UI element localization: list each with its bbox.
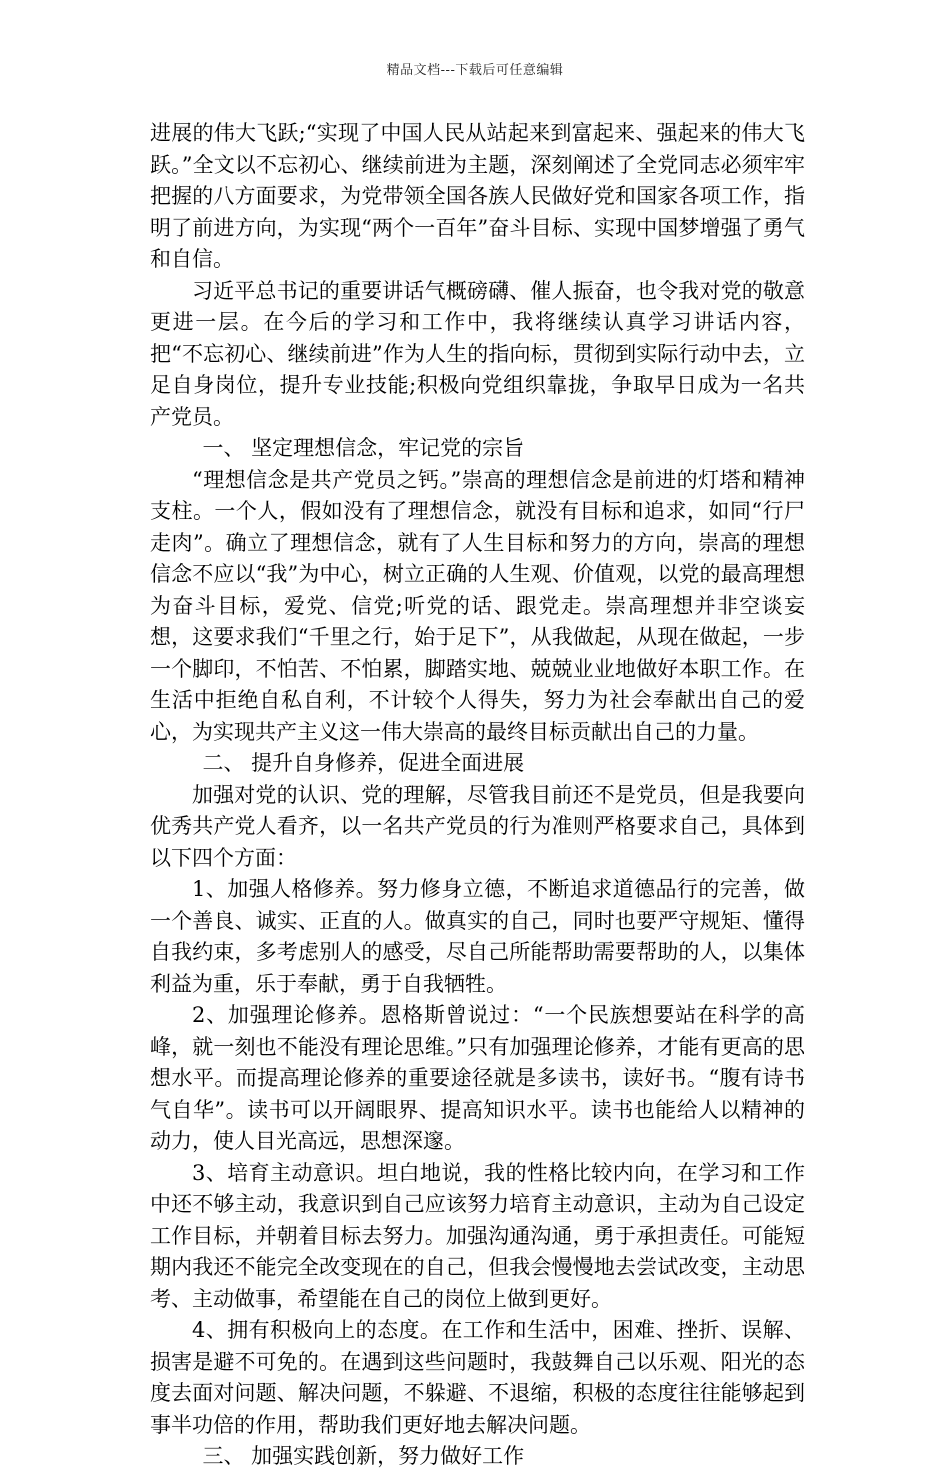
section-heading-1: 一、 坚定理想信念，牢记党的宗旨: [202, 436, 525, 460]
page-header: 精品文档---下载后可任意编辑: [386, 63, 564, 78]
paragraph-ideals: “理想信念是共产党员之钙。”崇高的理想信念是前进的灯塔和精神支柱。一个人，假如没有了理想信念，就没有目标和追求，如同“行尸走肉”。确立了理想信念，就有了人生目标和努力的方向，崇高的理想信念不应以“我”为中心，树立正确的人生观、价值观，以党的最高理想为奋斗目标，爱党、信党;听党的话、跟党走。崇高理想并非空谈妄想，这要求我们“千里之行，始于足下”，从我做起，从现在做起，一步一个脚印，不怕苦、不怕累，脚踏实地、兢兢业业地做好本职工作。在生活中拒绝自私自利，不计较个人得失，努力为社会奉献出自己的爱心，为实现共产主义这一伟大崇高的最终目标贡献出自己的力量。: [150, 467, 805, 744]
paragraph-intro-continuation: 进展的伟大飞跃;“实现了中国人民从站起来到富起来、强起来的伟大飞跃。”全文以不忘初心、继续前进为主题，深刻阐述了全党同志必须牢牢把握的八方面要求，为党带领全国各族人民做好党和国家各项工作，指明了前进方向，为实现“两个一百年”奋斗目标、实现中国梦增强了勇气和自信。: [150, 121, 805, 271]
section-heading-3: 三、 加强实践创新，努力做好工作: [202, 1444, 525, 1468]
paragraph-point-2: 2、加强理论修养。恩格斯曾说过：“一个民族想要站在科学的高峰，就一刻也不能没有理论思维。”只有加强理论修养，才能有更高的思想水平。而提高理论修养的重要途径就是多读书，读好书。“腹有诗书气自华”。读书可以开阔眼界、提高知识水平。读书也能给人以精神的动力，使人目光高远，思想深邃。: [150, 1003, 805, 1153]
paragraph-point-1: 1、加强人格修养。努力修身立德，不断追求道德品行的完善，做一个善良、诚实、正直的人。做真实的自己，同时也要严守规矩、懂得自我约束，多考虑别人的感受，尽自己所能帮助需要帮助的人，以集体利益为重，乐于奉献，勇于自我牺牲。: [150, 877, 805, 996]
paragraph-self-improvement: 加强对党的认识、党的理解，尽管我目前还不是党员，但是我要向优秀共产党人看齐，以一名共产党员的行为准则严格要求自己，具体到以下四个方面：: [150, 782, 805, 870]
document-body: [150, 118, 805, 1473]
section-heading-2: 二、 提升自身修养，促进全面进展: [202, 751, 525, 775]
paragraph-reflection: 习近平总书记的重要讲话气概磅礴、催人振奋，也令我对党的敬意更进一层。在今后的学习和工作中，我将继续认真学习讲话内容，把“不忘初心、继续前进”作为人生的指向标，贯彻到实际行动中去，立足自身岗位，提升专业技能;积极向党组织靠拢，争取早日成为一名共产党员。: [150, 278, 805, 429]
paragraph-point-3: 3、培育主动意识。坦白地说，我的性格比较内向，在学习和工作中还不够主动，我意识到自己应该努力培育主动意识，主动为自己设定工作目标，并朝着目标去努力。加强沟通沟通，勇于承担责任。可能短期内我还不能完全改变现在的自己，但我会慢慢地去尝试改变，主动思考、主动做事，希望能在自己的岗位上做到更好。: [150, 1160, 805, 1311]
paragraph-point-4: 4、拥有积极向上的态度。在工作和生活中，困难、挫折、误解、损害是避不可免的。在遇到这些问题时，我鼓舞自己以乐观、阳光的态度去面对问题、解决问题，不躲避、不退缩，积极的态度往往能够起到事半功倍的作用，帮助我们更好地去解决问题。: [150, 1318, 805, 1437]
